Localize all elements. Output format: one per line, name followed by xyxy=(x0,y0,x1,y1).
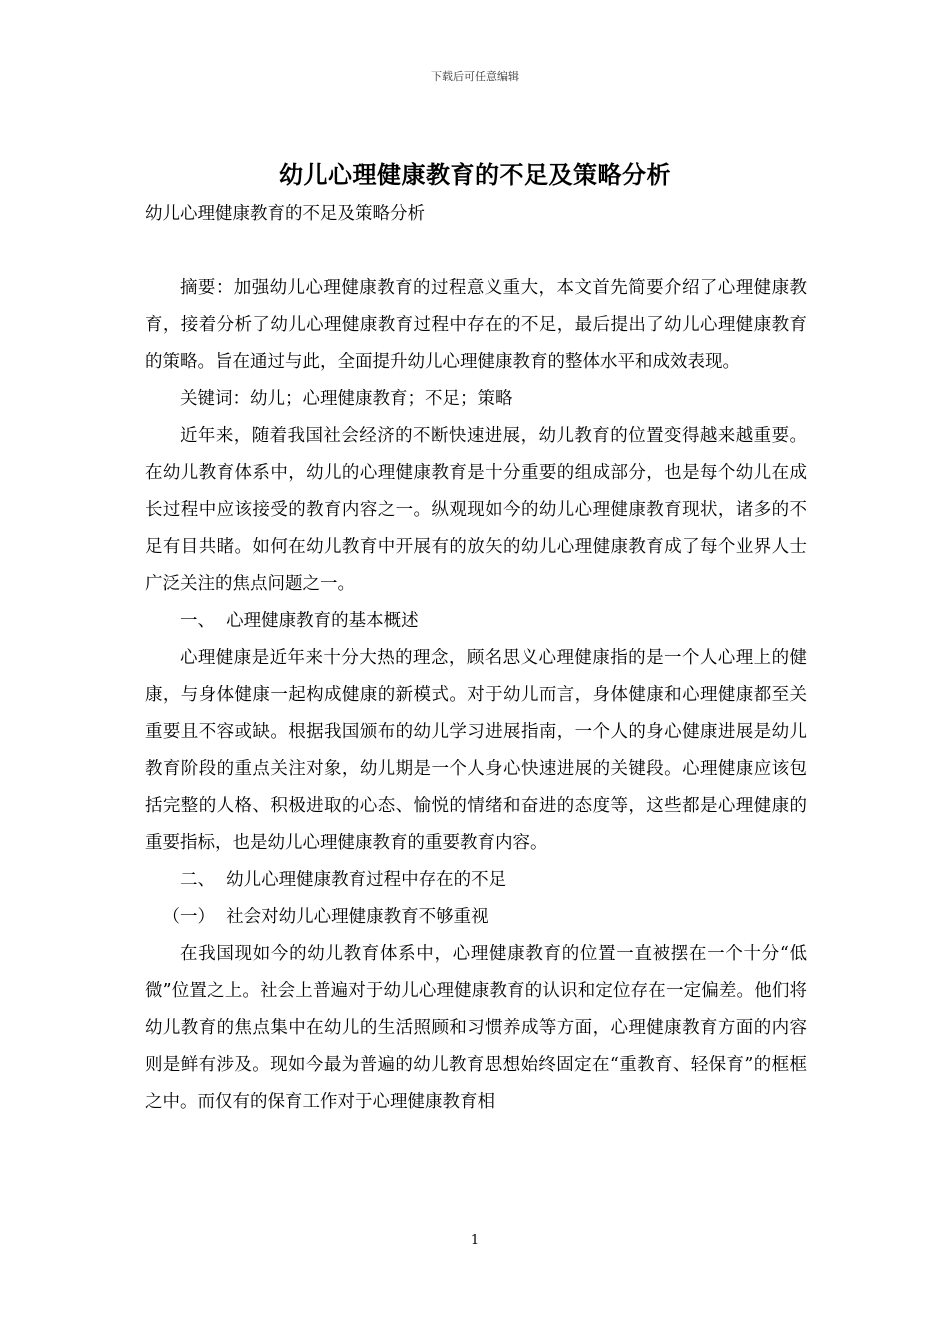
section-2-1-heading: （一） 社会对幼儿心理健康教育不够重视 xyxy=(162,907,489,927)
document-body xyxy=(145,196,807,1121)
section-2-1-paragraph: 在我国现如今的幼儿教育体系中，心理健康教育的位置一直被摆在一个十分“低微”位置之上。社会上普遍对于幼儿心理健康教育的认识和定位存在一定偏差。他们将幼儿教育的焦点集中在幼儿的生活照顾和习惯养成等方面，心理健康教育方面的内容则是鲜有涉及。现如今最为普遍的幼儿教育思想始终固定在“重教育、轻保育”的框框之中。而仅有的保育工作对于心理健康教育相 xyxy=(145,944,807,1112)
page-number: 1 xyxy=(470,1233,480,1248)
section-2-heading: 二、 幼儿心理健康教育过程中存在的不足 xyxy=(180,870,507,890)
document-title: 幼儿心理健康教育的不足及策略分析 xyxy=(279,160,671,189)
page-header-note: 下载后可任意编辑 xyxy=(431,70,519,83)
section-1-paragraph: 心理健康是近年来十分大热的理念，顾名思义心理健康指的是一个人心理上的健康，与身体健康一起构成健康的新模式。对于幼儿而言，身体健康和心理健康都至关重要且不容或缺。根据我国颁布的幼儿学习进展指南，一个人的身心健康进展是幼儿教育阶段的重点关注对象，幼儿期是一个人身心快速进展的关键段。心理健康应该包括完整的人格、积极进取的心态、愉悦的情绪和奋进的态度等，这些都是心理健康的重要指标，也是幼儿心理健康教育的重要教育内容。 xyxy=(145,648,807,853)
keywords-paragraph: 关键词：幼儿；心理健康教育；不足；策略 xyxy=(180,389,513,409)
abstract-paragraph: 摘要：加强幼儿心理健康教育的过程意义重大，本文首先简要介绍了心理健康教育，接着分析了幼儿心理健康教育过程中存在的不足，最后提出了幼儿心理健康教育的策略。旨在通过与此，全面提升幼儿心理健康教育的整体水平和成效表现。 xyxy=(145,278,807,372)
intro-paragraph: 近年来，随着我国社会经济的不断快速进展，幼儿教育的位置变得越来越重要。在幼儿教育体系中，幼儿的心理健康教育是十分重要的组成部分，也是每个幼儿在成长过程中应该接受的教育内容之一。纵观现如今的幼儿心理健康教育现状，诸多的不足有目共睹。如何在幼儿教育中开展有的放矢的幼儿心理健康教育成了每个业界人士广泛关注的焦点问题之一。 xyxy=(145,426,807,594)
section-1-heading: 一、 心理健康教育的基本概述 xyxy=(180,611,419,631)
document-subtitle: 幼儿心理健康教育的不足及策略分析 xyxy=(145,204,425,224)
